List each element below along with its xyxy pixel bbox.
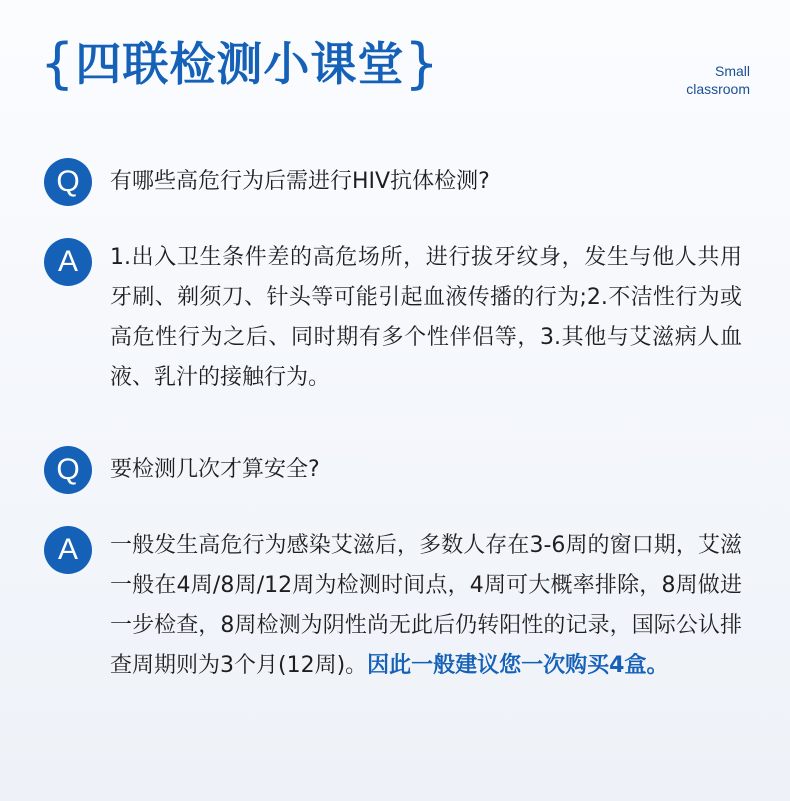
answer-body: 一般发生高危行为感染艾滋后，多数人存在3-6周的窗口期，艾滋一般在4周/8周/12周为检测时间点，4周可大概率排除，8周做进一步检查，8周检测为阴性尚无此后仍转阳性的记录，国际公认排查周期则为3个月(12周)。 xyxy=(110,533,742,678)
answer-badge: A xyxy=(44,238,92,286)
question-text: 有哪些高危行为后需进行HIV抗体检测? xyxy=(110,169,490,194)
answer-highlight: 因此一般建议您一次购买4盒。 xyxy=(367,653,669,678)
answer-badge: A xyxy=(44,526,92,574)
answer-text xyxy=(110,526,742,686)
answer-text: 1.出入卫生条件差的高危场所，进行拔牙纹身，发生与他人共用牙刷、剃须刀、针头等可能引起血液传播的行为;2.不洁性行为或高危性行为之后、同时期有多个性伴侣等，3.其他与艾滋病人血液、乳汁的接触行为。 xyxy=(110,245,742,390)
question-text: 要检测几次才算安全? xyxy=(110,457,320,482)
subtitle-line-2: classroom xyxy=(686,81,750,97)
title-left-brace: { xyxy=(40,32,76,95)
subtitle-line-1: Small xyxy=(714,63,750,79)
title-text: 四联检测小课堂 xyxy=(75,37,405,91)
page-title xyxy=(40,34,440,94)
question-badge: Q xyxy=(44,158,92,206)
question-badge: Q xyxy=(44,446,92,494)
title-right-brace: } xyxy=(404,32,440,95)
header xyxy=(0,0,790,120)
subtitle xyxy=(686,62,750,98)
